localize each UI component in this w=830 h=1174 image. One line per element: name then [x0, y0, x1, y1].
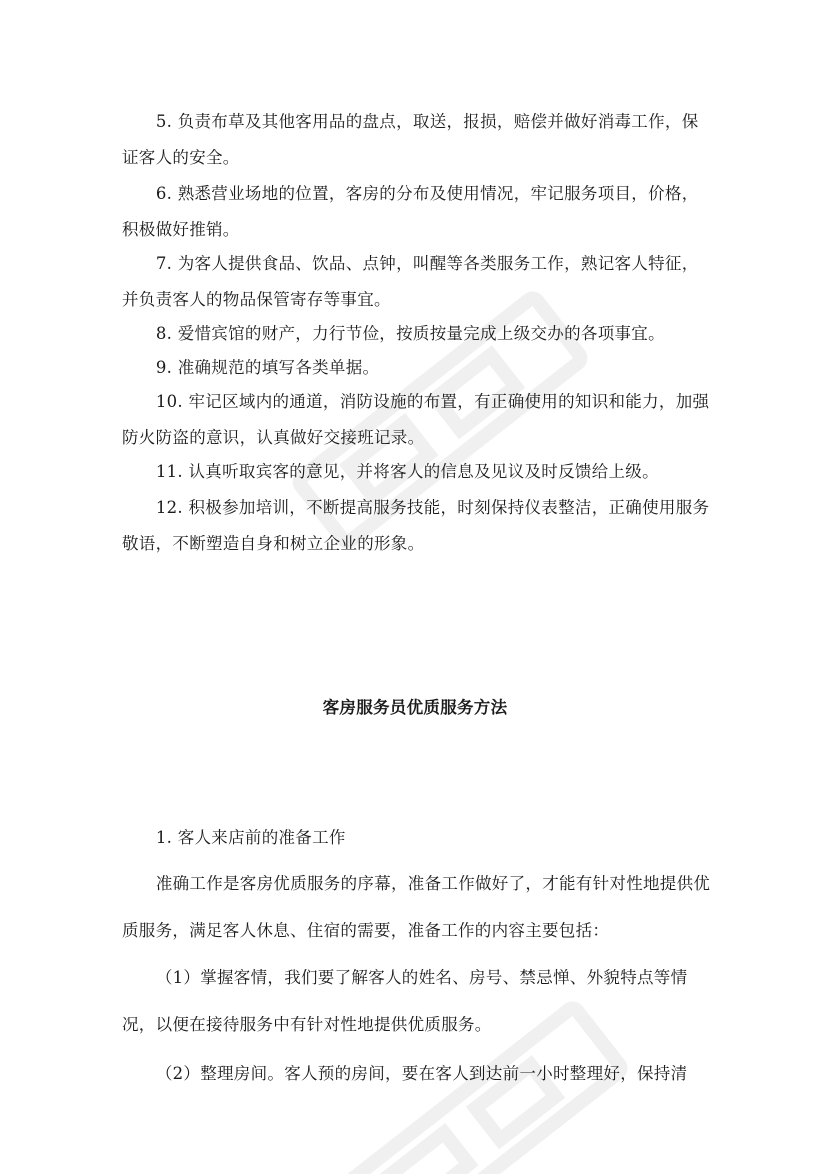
- section-paragraph-intro: 准确工作是客房优质服务的序幕，准备工作做好了，才能有针对性地提供优质服务，满足客人休息、住宿的需要，准备工作的内容主要包括：: [122, 874, 711, 940]
- list-item-7: 7. 为客人提供食品、饮品、点钟，叫醒等各类服务工作，熟记客人特征，并负责客人的物品保管寄存等事宜。: [122, 254, 699, 309]
- section-title: 客房服务员优质服务方法: [322, 698, 508, 717]
- section-subheading: 1. 客人来店前的准备工作: [155, 828, 346, 847]
- list-item-5: 5. 负责布草及其他客用品的盘点，取送，报损，赔偿并做好消毒工作，保证客人的安全。: [122, 112, 699, 167]
- list-item-12: 12. 积极参加培训，不断提高服务技能，时刻保持仪表整洁，正确使用服务敬语，不断塑造自身和树立企业的形象。: [122, 498, 710, 553]
- list-item-8: 8. 爱惜宾馆的财产，力行节俭，按质按量完成上级交办的各项事宜。: [155, 324, 665, 343]
- section-paragraph-2: （2）整理房间。客人预的房间，要在客人到达前一小时整理好，保持清: [155, 1064, 688, 1083]
- list-item-10: 10. 牢记区域内的通道，消防设施的布置，有正确使用的知识和能力，加强防火防盗的意识，认真做好交接班记录。: [122, 392, 710, 447]
- section-paragraph-1: （1）掌握客情，我们要了解客人的姓名、房号、禁忌惮、外貌特点等情况，以便在接待服务中有针对性地提供优质服务。: [122, 968, 688, 1034]
- list-item-6: 6. 熟悉营业场地的位置，客房的分布及使用情况，牢记服务项目，价格，积极做好推销。: [122, 184, 699, 239]
- list-item-9: 9. 准确规范的填写各类单据。: [155, 358, 380, 377]
- list-item-11: 11. 认真听取宾客的意见，并将客人的信息及见议及时反馈给上级。: [155, 462, 659, 481]
